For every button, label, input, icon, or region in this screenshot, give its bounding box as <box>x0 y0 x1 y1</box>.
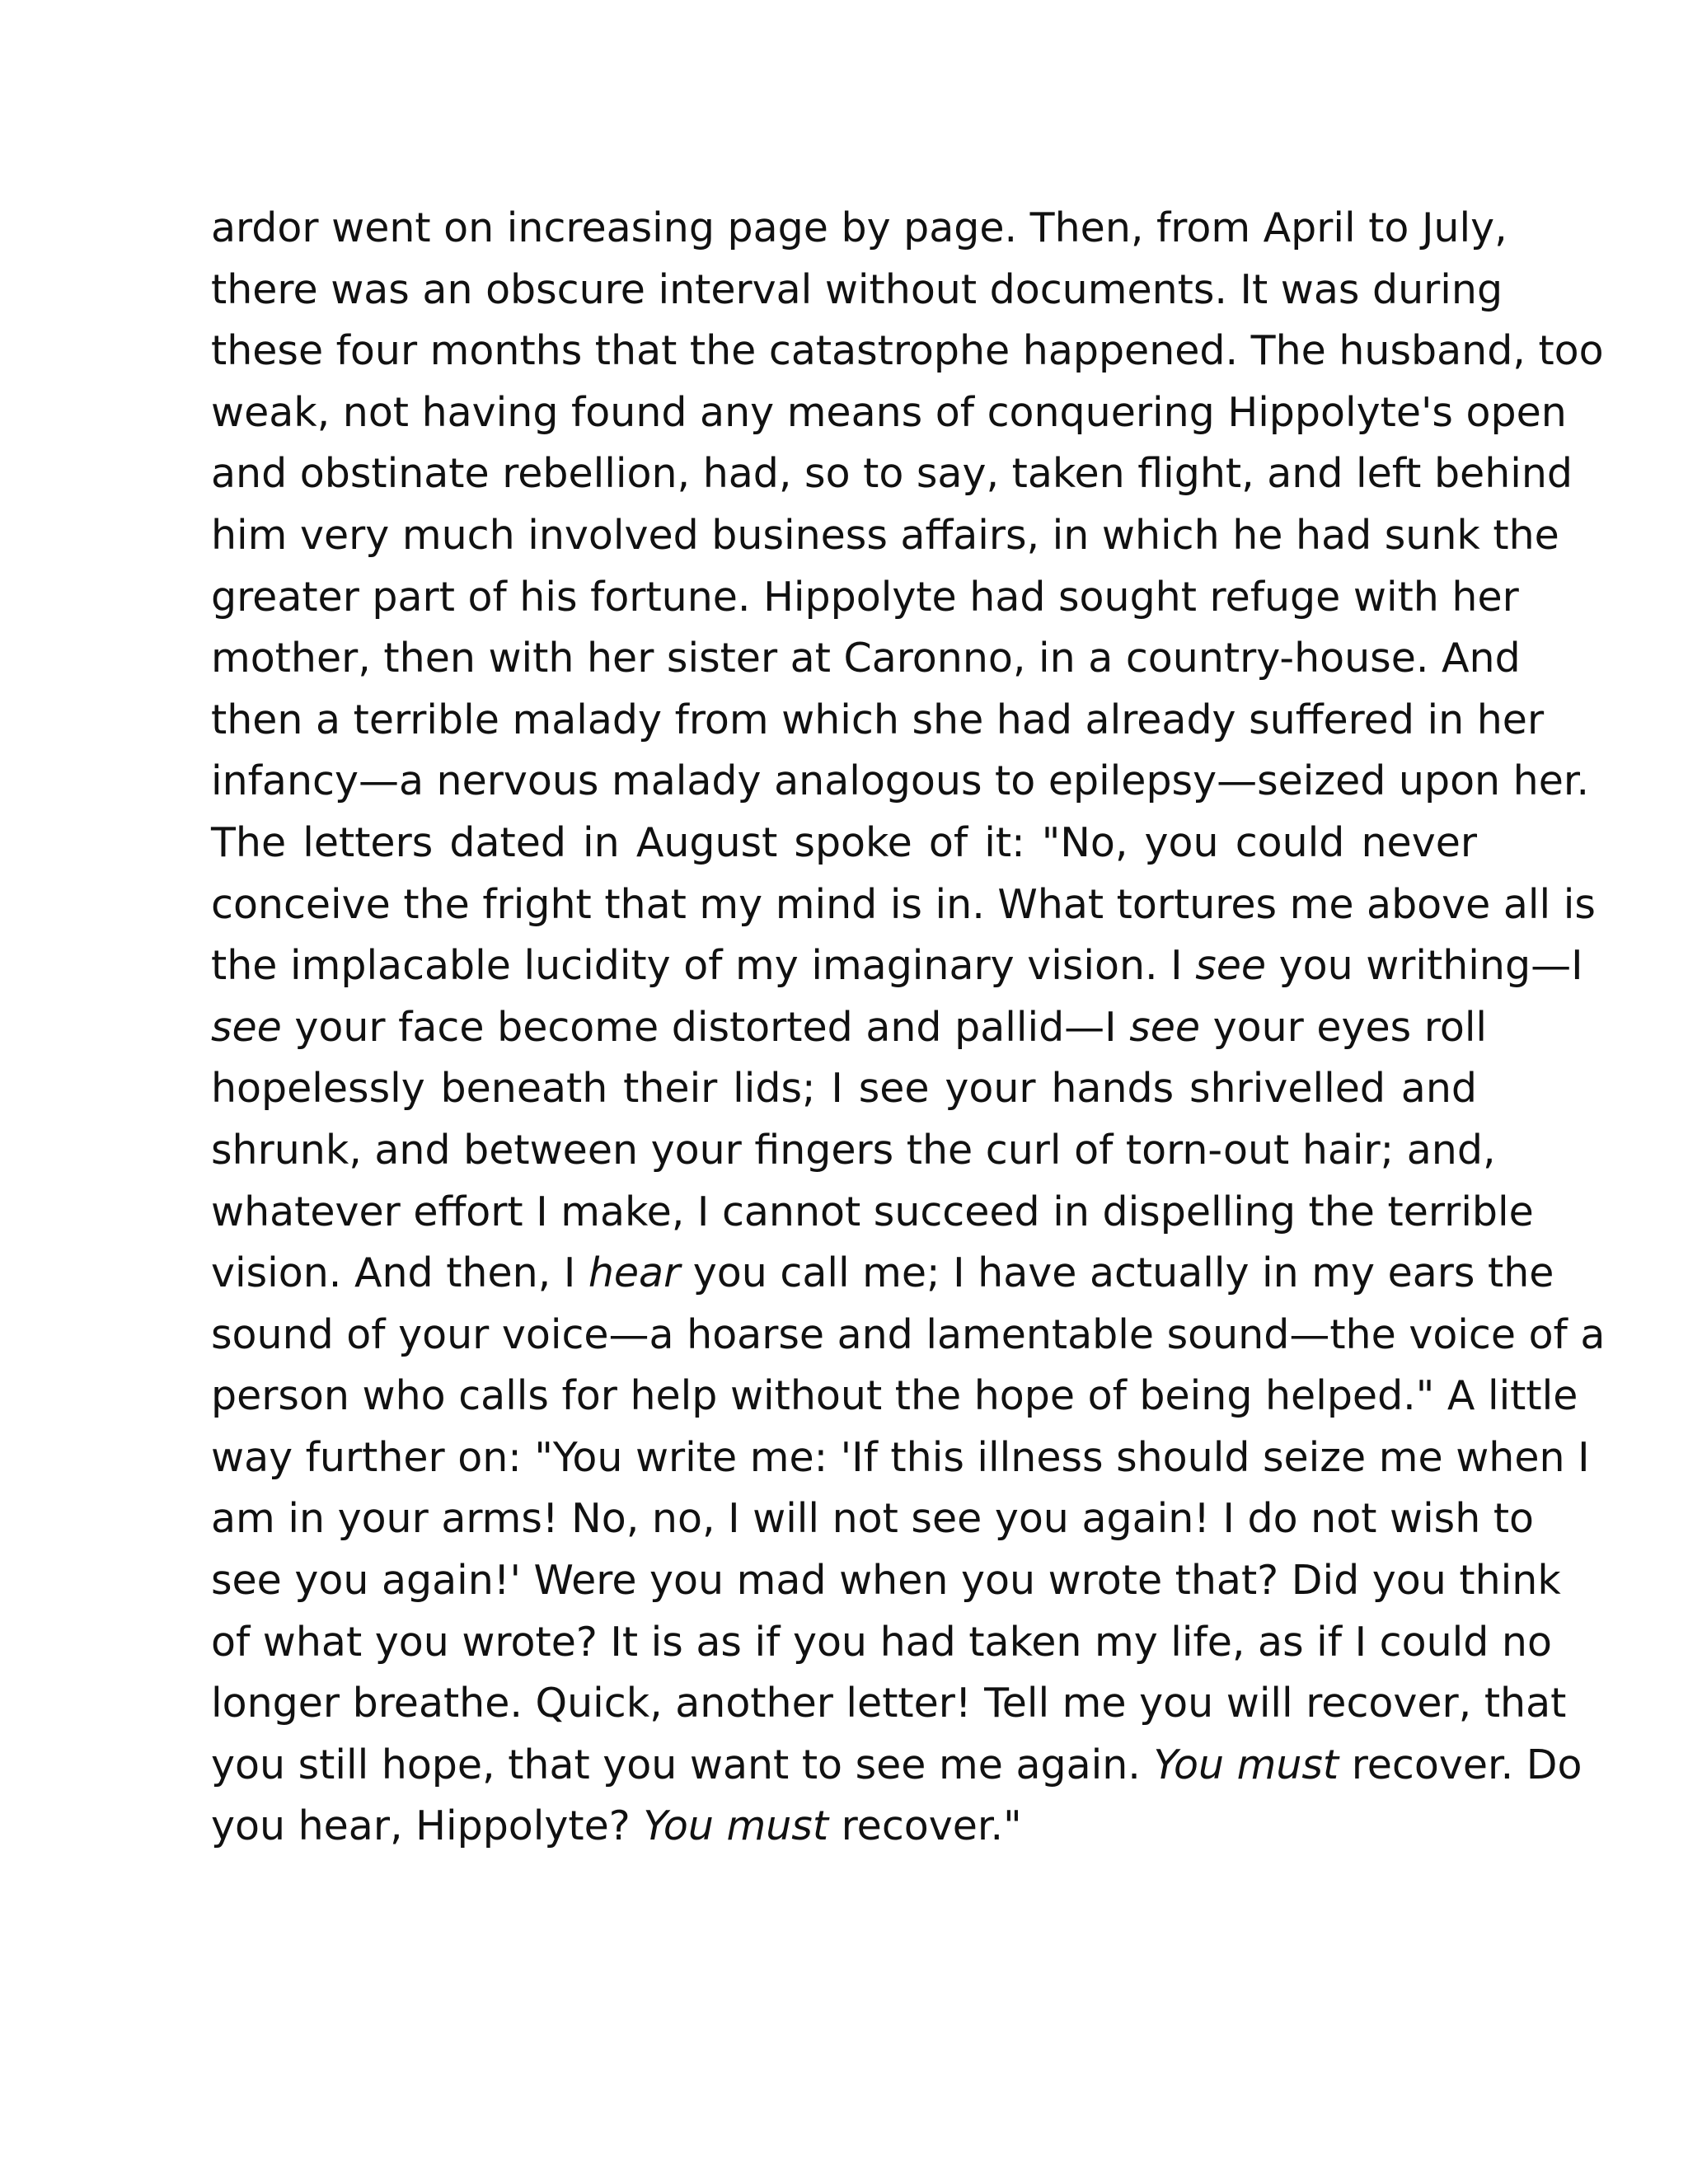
italic-text: see <box>211 1003 282 1051</box>
text-segment: recover." <box>828 1802 1022 1850</box>
text-segment: conceive the fright that my mind is in. What tortures me above all is <box>211 880 1596 928</box>
text-segment: vision. And then, I <box>211 1249 588 1297</box>
text-line <box>211 751 1590 813</box>
italic-text: You must <box>1153 1741 1339 1788</box>
text-line <box>211 1673 1567 1735</box>
text-line <box>211 260 1503 321</box>
text-line <box>211 198 1507 260</box>
text-line <box>211 1120 1496 1182</box>
text-line <box>211 1058 1477 1120</box>
text-segment: way further on: "You write me: 'If this illness should seize me when I <box>211 1433 1590 1481</box>
text-segment: mother, then with her sister at Caronno, in a country-house. And <box>211 635 1521 682</box>
text-line <box>211 997 1488 1059</box>
text-line <box>211 1735 1582 1797</box>
text-segment: person who calls for help without the hope of being helped." A little <box>211 1372 1578 1420</box>
text-segment: infancy—a nervous malady analogous to epilepsy—seized upon her. <box>211 757 1590 805</box>
text-line <box>211 1182 1534 1244</box>
text-line <box>211 443 1573 505</box>
text-segment: the implacable lucidity of my imaginary vision. I <box>211 942 1196 990</box>
text-segment: greater part of his fortune. Hippolyte had sought refuge with her <box>211 573 1519 621</box>
text-segment: see you again!' Were you mad when you wrote that? Did you think <box>211 1557 1561 1605</box>
text-line <box>211 567 1519 629</box>
text-line <box>211 1488 1535 1550</box>
text-segment: The letters dated in August spoke of it: "No, you could never <box>211 818 1477 866</box>
italic-text: see <box>1195 942 1267 990</box>
text-segment: shrunk, and between your fingers the curl of torn-out hair; and, <box>211 1126 1496 1174</box>
text-line <box>211 813 1477 874</box>
text-segment: your eyes roll <box>1200 1003 1488 1051</box>
text-segment: these four months that the catastrophe happened. The husband, too <box>211 327 1604 375</box>
italic-text: hear <box>588 1249 681 1297</box>
text-line <box>211 1612 1552 1674</box>
text-segment: you writhing—I <box>1266 942 1583 990</box>
text-line <box>211 1243 1554 1305</box>
text-segment: then a terrible malady from which she had already suffered in her <box>211 696 1545 743</box>
text-segment: weak, not having found any means of conquering Hippolyte's open <box>211 388 1567 436</box>
text-segment: of what you wrote? It is as if you had taken my life, as if I could no <box>211 1618 1552 1666</box>
text-segment: hopelessly beneath their lids; I see your hands shrivelled and <box>211 1065 1477 1113</box>
text-line <box>211 935 1583 997</box>
text-line <box>211 690 1545 752</box>
text-segment: your face become distorted and pallid—I <box>281 1003 1130 1051</box>
text-line <box>211 1796 1477 1858</box>
text-segment: you still hope, that you want to see me again. <box>211 1741 1154 1788</box>
text-line <box>211 1550 1561 1612</box>
text-line <box>211 628 1521 690</box>
italic-text: see <box>1129 1003 1201 1051</box>
text-segment: there was an obscure interval without documents. It was during <box>211 265 1503 313</box>
text-segment: whatever effort I make, I cannot succeed in dispelling the terrible <box>211 1188 1534 1235</box>
text-segment: sound of your voice—a hoarse and lamentable sound—the voice of a <box>211 1310 1606 1358</box>
text-segment: recover. Do <box>1339 1741 1582 1788</box>
text-line <box>211 874 1596 936</box>
text-segment: you call me; I have actually in my ears the <box>680 1249 1554 1297</box>
text-line <box>211 1305 1606 1366</box>
text-segment: you hear, Hippolyte? <box>211 1802 644 1850</box>
text-line <box>211 505 1559 567</box>
text-line <box>211 1427 1590 1489</box>
text-segment: longer breathe. Quick, another letter! Tell me you will recover, that <box>211 1680 1567 1727</box>
text-line <box>211 1366 1578 1427</box>
text-segment: ardor went on increasing page by page. Then, from April to July, <box>211 204 1507 251</box>
text-segment: him very much involved business affairs, in which he had sunk the <box>211 511 1559 559</box>
text-segment: am in your arms! No, no, I will not see you again! I do not wish to <box>211 1495 1535 1543</box>
italic-text: You must <box>643 1802 829 1850</box>
text-segment: and obstinate rebellion, had, so to say, taken flight, and left behind <box>211 450 1573 498</box>
body-text <box>211 198 1606 1858</box>
text-line <box>211 321 1604 382</box>
text-line <box>211 382 1567 444</box>
